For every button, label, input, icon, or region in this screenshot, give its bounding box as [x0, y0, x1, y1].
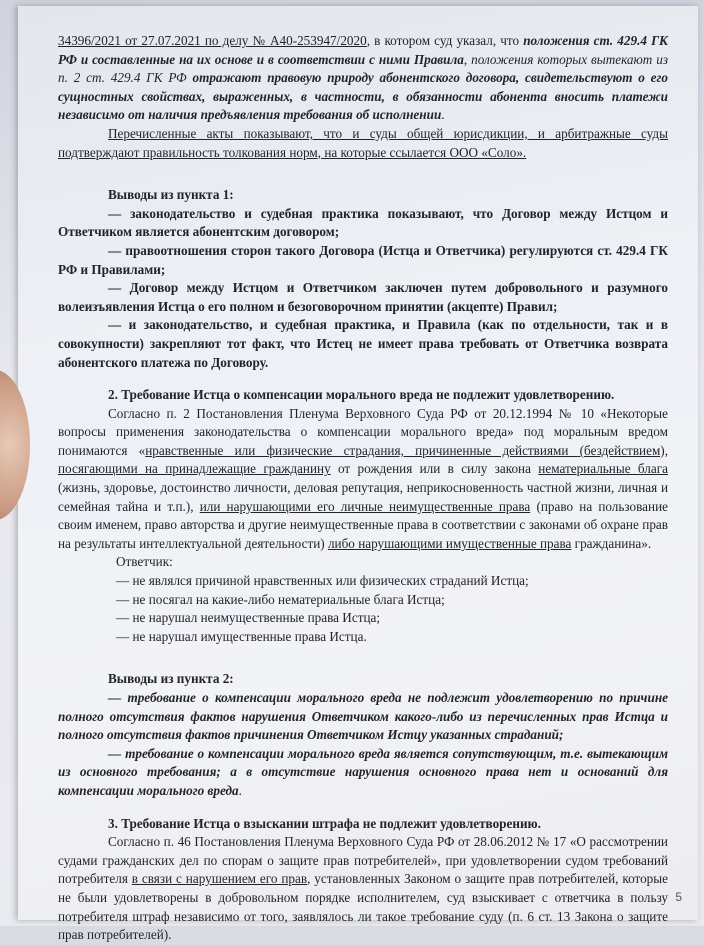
- respondent-item: — не нарушал имущественные права Истца.: [116, 628, 367, 644]
- conclusion-1-item: — правоотношения сторон такого Договора (Истца и Ответчика) регулируются ст. 429.4 ГК РФ и Правилами;: [58, 242, 668, 277]
- section-3-paragraph: Согласно п. 46 Постановления Пленума Верховного Суда РФ от 28.06.2012 № 17 «О рассмотрении судами гражданских дел по спорам о защите прав потребителей», при удовлетворении судом требований потребителя в связи с нарушением его прав, установленных Законом о защите прав потребителей, которые не были удовлетворены в добровольном порядке исполнителем, суд взыскивает с ответчика в пользу потребителя штраф независимо от того, заявлялось ли такое требование суду (п. 6 ст. 13 Закона о защите прав потребителей).: [58, 834, 668, 943]
- conclusions-1-heading: Выводы из пункта 1:: [108, 187, 234, 203]
- section-2-heading: 2. Требование Истца о компенсации морального вреда не подлежит удовлетворению.: [108, 387, 615, 403]
- page-number: 5: [675, 890, 682, 904]
- conclusion-2-item: — требование о компенсации морального вреда не подлежит удовлетворению по причине полного отсутствия фактов нарушения Ответчиком какого-либо из перечисленных прав Истца и полного отсутствия фактов причинения Ответчиком Истцу указанных страданий;: [58, 690, 668, 743]
- case-reference: 34396/2021 от 27.07.2021 по делу № А40-253947/2020: [58, 33, 367, 48]
- paragraph-acts-summary: Перечисленные акты показывают, что и суды общей юрисдикции, и арбитражные суды подтверждают правильность толкования норм, на которые ссылается ООО «Соло».: [58, 125, 668, 160]
- conclusion-1-item: — и законодательство, и судебная практика, и Правила (как по отдельности, так и в совокупности) закрепляют тот факт, что Истец не имеет права требовать от Ответчика возврата абонентского платежа по Договору.: [58, 317, 668, 370]
- conclusion-1-item: — законодательство и судебная практика показывают, что Договор между Истцом и Ответчиком является абонентским договором;: [58, 205, 668, 240]
- paragraph-court-reference: 34396/2021 от 27.07.2021 по делу № А40-253947/2020, в котором суд указал, что положения ст. 429.4 ГК РФ и составленные на их основе и в соответствии с ними Правила, положения которых вытекают из п. 2 ст. 429.4 ГК РФ отражают правовую природу абонентского договора, свидетельствуют о его сущностных свойствах, выраженных, в частности, в обязанности абонента вносить платежи независимо от наличия предъявления требования об исполнении.: [58, 33, 669, 123]
- respondent-item: — не являлся причиной нравственных или физических страданий Истца;: [116, 573, 529, 589]
- respondent-item: — не нарушал неимущественные права Истца;: [116, 610, 381, 626]
- section-3-heading: 3. Требование Истца о взыскании штрафа не подлежит удовлетворению.: [108, 815, 541, 831]
- document-body: [58, 32, 668, 945]
- conclusion-1-item: — Договор между Истцом и Ответчиком заключен путем добровольного и разумного волеизъявления Истца о его полном и безоговорочном принятии (акцепте) Правил;: [58, 280, 668, 314]
- conclusion-2-item: — требование о компенсации морального вреда является сопутствующим, т.е. вытекающим из основного требования; а в отсутствие нарушения основного права нет и оснований для компенсации морального вреда.: [58, 745, 668, 798]
- conclusions-2-heading: Выводы из пункта 2:: [108, 671, 234, 687]
- section-2-paragraph: Согласно п. 2 Постановления Пленума Верховного Суда РФ от 20.12.1994 № 10 «Некоторые вопросы применения законодательства о компенсации морального вреда» под моральным вредом понимаются «нравственные или физические страдания, причиненные действиями (бездействием), посягающими на принадлежащие гражданину от рождения или в силу закона нематериальные блага (жизнь, здоровье, достоинство личности, деловая репутация, неприкосновенность частной жизни, личная и семейная тайна и т.п.), или нарушающими его личные неимущественные права (право на пользование своим именем, право авторства и другие неимущественные права в соответствии с законами об охране прав на результаты интеллектуальной деятельности) либо нарушающими имущественные права гражданина».: [58, 405, 669, 551]
- respondent-label: Ответчик:: [116, 554, 173, 570]
- respondent-item: — не посягал на какие-либо нематериальные блага Истца;: [116, 591, 445, 607]
